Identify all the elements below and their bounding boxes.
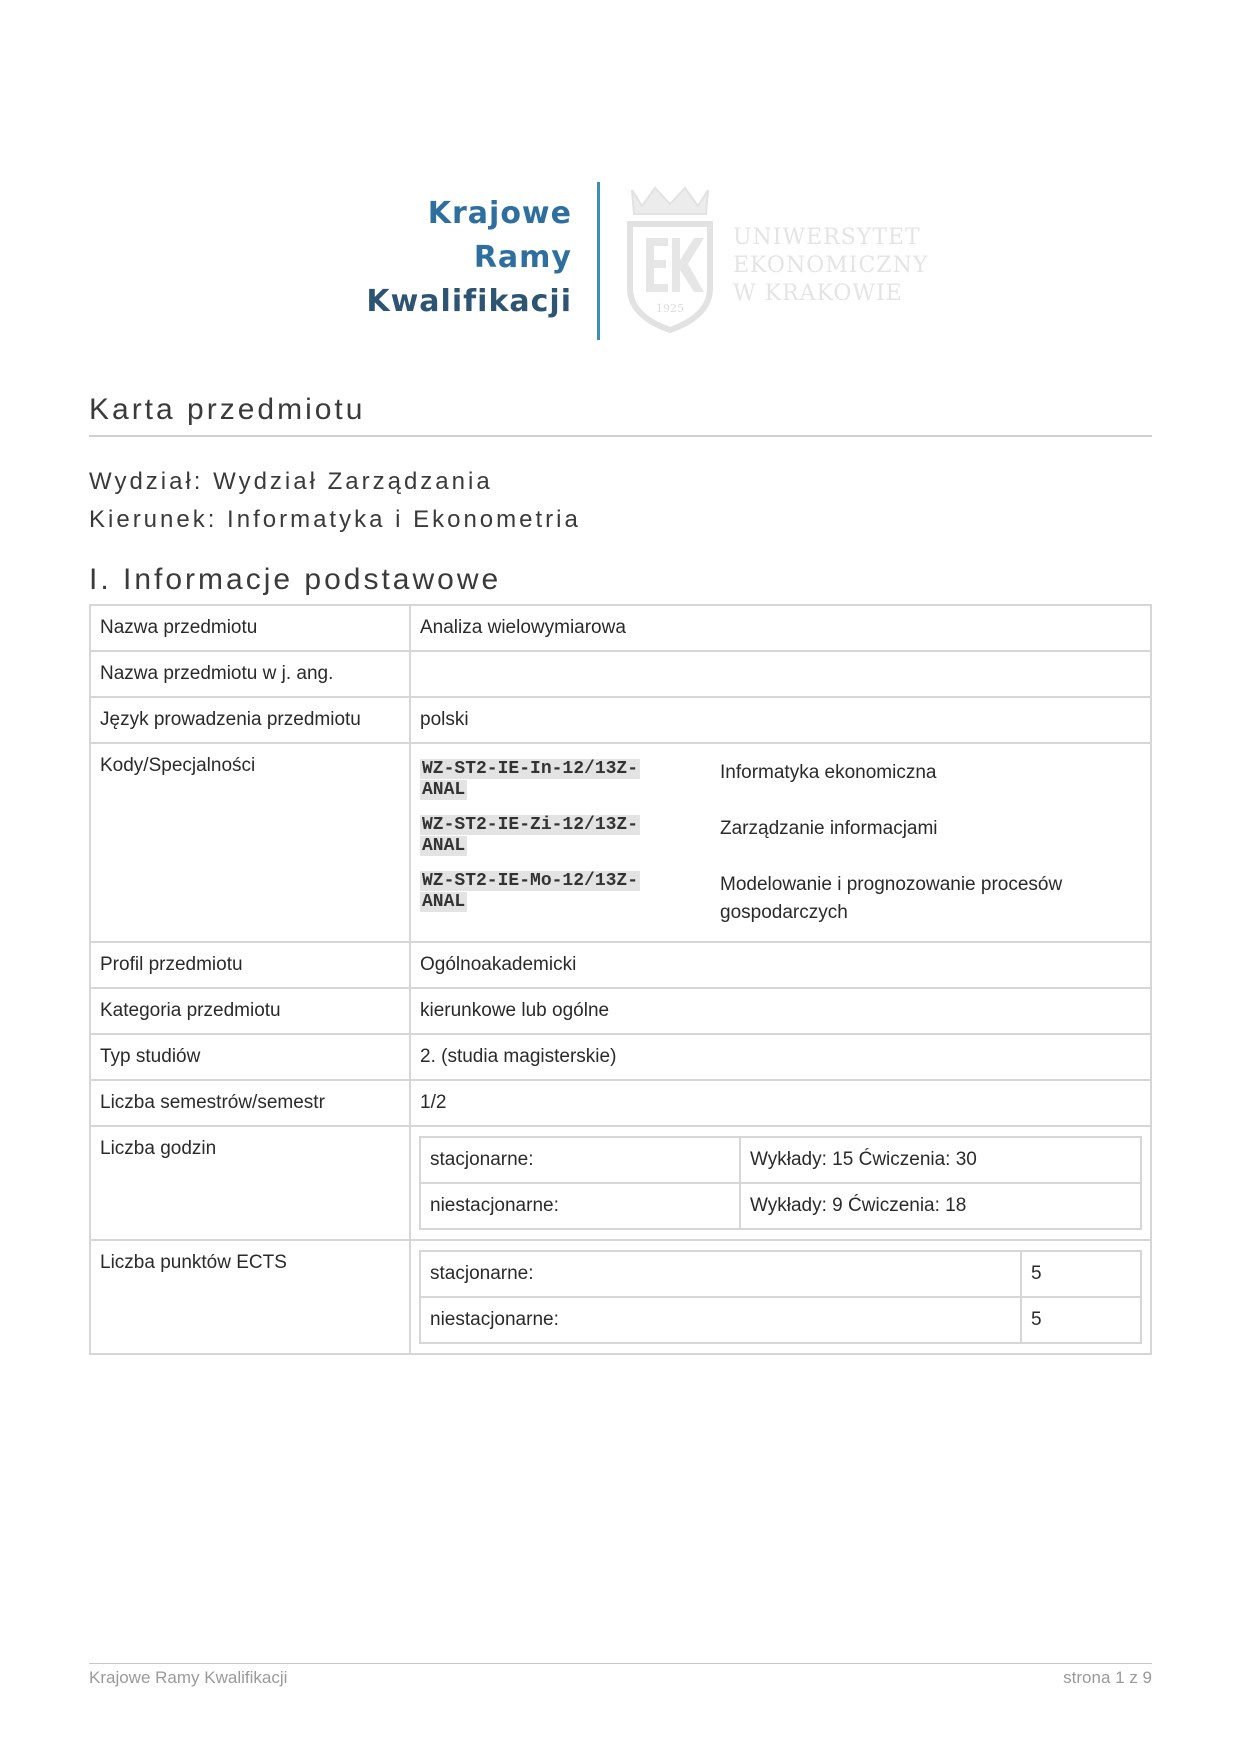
section-title: I. Informacje podstawowe — [89, 563, 502, 596]
table-row — [90, 1126, 1151, 1240]
ects-cell — [410, 1240, 1151, 1354]
study-type-value: 2. (studia magisterskie) — [410, 1034, 1151, 1080]
uek-line-2: EKONOMICZNY — [733, 253, 929, 278]
basic-info-table — [89, 604, 1152, 1355]
language-value: polski — [410, 697, 1151, 743]
table-row — [90, 942, 1151, 988]
course-code: WZ-ST2-IE-In-12/13Z- ANAL — [422, 759, 639, 800]
ects-value: 5 — [1021, 1297, 1141, 1343]
uek-line-1: UNIWERSYTET — [733, 225, 921, 250]
specialty-name: Modelowanie i prognozowanie procesów gospodarczych — [720, 874, 1063, 923]
table-row — [420, 1137, 1141, 1183]
footer-title: Krajowe Ramy Kwalifikacji — [89, 1668, 288, 1687]
footer-rule — [89, 1663, 1152, 1664]
hours-value: Wykłady: 9 Ćwiczenia: 18 — [740, 1183, 1141, 1229]
profile-label: Profil przedmiotu — [90, 942, 410, 988]
table-row — [90, 605, 1151, 651]
course-code: WZ-ST2-IE-Mo-12/13Z- ANAL — [422, 871, 639, 912]
name-en-label: Nazwa przedmiotu w j. ang. — [90, 651, 410, 697]
table-row — [90, 988, 1151, 1034]
table-row — [90, 651, 1151, 697]
name-label: Nazwa przedmiotu — [90, 605, 410, 651]
course-meta — [89, 463, 581, 539]
ects-table — [419, 1250, 1142, 1344]
table-row — [420, 1183, 1141, 1229]
codes-list — [420, 755, 1141, 927]
specialty-name: Zarządzanie informacjami — [720, 818, 938, 839]
uek-logo-text — [733, 224, 928, 308]
title-rule — [89, 435, 1152, 437]
study-type-label: Typ studiów — [90, 1034, 410, 1080]
logo-divider — [597, 182, 600, 340]
page-number: strona 1 z 9 — [1063, 1668, 1152, 1687]
hours-value: Wykłady: 15 Ćwiczenia: 30 — [740, 1137, 1141, 1183]
ects-mode: niestacjonarne: — [420, 1297, 1021, 1343]
codes-cell — [410, 743, 1151, 942]
category-label: Kategoria przedmiotu — [90, 988, 410, 1034]
table-row — [90, 1034, 1151, 1080]
page-title: Karta przedmiotu — [89, 393, 366, 426]
table-row — [90, 1080, 1151, 1126]
table-row — [90, 697, 1151, 743]
hours-cell — [410, 1126, 1151, 1240]
language-label: Język prowadzenia przedmiotu — [90, 697, 410, 743]
table-row — [90, 1240, 1151, 1354]
table-row — [90, 743, 1151, 942]
name-value: Analiza wielowymiarowa — [410, 605, 1151, 651]
category-value: kierunkowe lub ogólne — [410, 988, 1151, 1034]
semesters-value: 1/2 — [410, 1080, 1151, 1126]
uek-line-3: W KRAKOWIE — [733, 281, 903, 306]
ects-label: Liczba punktów ECTS — [90, 1240, 410, 1354]
course-code: WZ-ST2-IE-Zi-12/13Z- ANAL — [422, 815, 639, 856]
profile-value: Ogólnoakademicki — [410, 942, 1151, 988]
name-en-value — [410, 651, 1151, 697]
ects-value: 5 — [1021, 1251, 1141, 1297]
hours-label: Liczba godzin — [90, 1126, 410, 1240]
krk-line-2: Ramy — [473, 240, 572, 275]
table-row — [420, 1251, 1141, 1297]
krk-logo-text — [366, 192, 572, 324]
field-line: Kierunek: Informatyka i Ekonometria — [89, 506, 581, 533]
hours-mode: stacjonarne: — [420, 1137, 740, 1183]
uek-crest-icon — [620, 180, 720, 335]
codes-label: Kody/Specjalności — [90, 743, 410, 942]
hours-mode: niestacjonarne: — [420, 1183, 740, 1229]
krk-line-1: Krajowe — [427, 196, 572, 231]
faculty-line: Wydział: Wydział Zarządzania — [89, 468, 493, 495]
krk-line-3: Kwalifikacji — [366, 284, 572, 319]
header-logo — [0, 178, 1240, 343]
hours-table — [419, 1136, 1142, 1230]
emblem-year: 1925 — [656, 302, 684, 315]
ects-mode: stacjonarne: — [420, 1251, 1021, 1297]
specialty-name: Informatyka ekonomiczna — [720, 762, 937, 783]
table-row — [420, 1297, 1141, 1343]
semesters-label: Liczba semestrów/semestr — [90, 1080, 410, 1126]
